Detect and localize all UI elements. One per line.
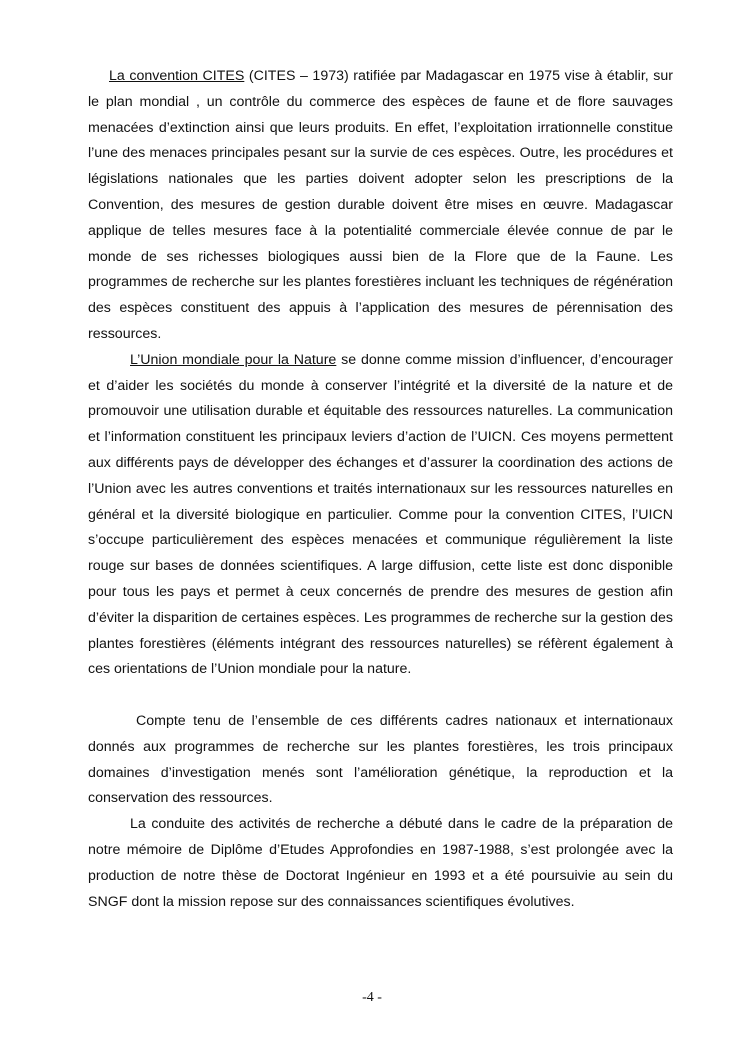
paragraph-domaines: Compte tenu de l’ensemble de ces différents cadres nationaux et internationaux donnés aux programmes de recherche sur les plantes forestières, les trois principaux domaines d’investigation menés sont l’amélioration génétique, la reproduction et la conservation des ressources. — [88, 712, 673, 807]
paragraph-uicn — [88, 348, 673, 683]
page-number: -4 - — [362, 990, 382, 1005]
uicn-text: se donne comme mission d’influencer, d’encourager et d’aider les sociétés du monde à conserver l’intégrité et la diversité de la nature et de promouvoir une utilisation durable et équitable des ressources naturelles. La communication et l’information constituent les principaux leviers d’action de l’UICN. Ces moyens permettent aux différents pays de développer des échanges et d’assurer la coordination des actions de l’Union avec les autres conventions et traités internationaux sur les ressources naturelles en général et la diversité biologique en particulier. Comme pour la convention CITES, l’UICN s’occupe particulièrement des espèces menacées et communique régulièrement la liste rouge sur bases de données scientifiques. A large diffusion, cette liste est donc disponible pour tous les pays et permet à ceux concernés de prendre des mesures de gestion afin d’éviter la disparition de certaines espèces. Les programmes de recherche sur la gestion des plantes forestières (éléments intégrant des ressources naturelles) se réfèrent également à ces orientations de l’Union mondiale pour la nature. — [88, 351, 673, 678]
uicn-heading: L’Union mondiale pour la Nature — [130, 351, 337, 368]
cites-heading: La convention CITES — [109, 68, 245, 84]
paragraph-conduite: La conduite des activités de recherche a débuté dans le cadre de la préparation de notre mémoire de Diplôme d’Etudes Approfondies en 1987-1988, s’est prolongée avec la production de notre thèse de Doctorat Ingénieur en 1993 et a été poursuivie au sein du SNGF dont la mission repose sur des connaissances scientifiques évolutives. — [88, 816, 673, 910]
paragraph-cites — [88, 64, 673, 348]
cites-text: (CITES – 1973) ratifiée par Madagascar en 1975 vise à établir, sur le plan mondial , un contrôle du commerce des espèces de faune et de flore sauvages menacées d’extinction ainsi que leurs produits. En effet, l’exploitation irrationnelle constitue l’une des menaces principales pesant sur la survie de ces espèces. Outre, les procédures et législations nationales que les parties doivent adopter selon les prescriptions de la Convention, des mesures de gestion durable doivent être mises en œuvre. Madagascar applique de telles mesures face à la potentialité commerciale élevée connue de par le monde de ses richesses biologiques aussi bien de la Flore que de la Faune. Les programmes de recherche sur les plantes forestières incluant les techniques de régénération des espèces constituent des appuis à l’application des mesures de pérennisation des ressources. — [88, 68, 673, 342]
body-text — [88, 64, 673, 915]
